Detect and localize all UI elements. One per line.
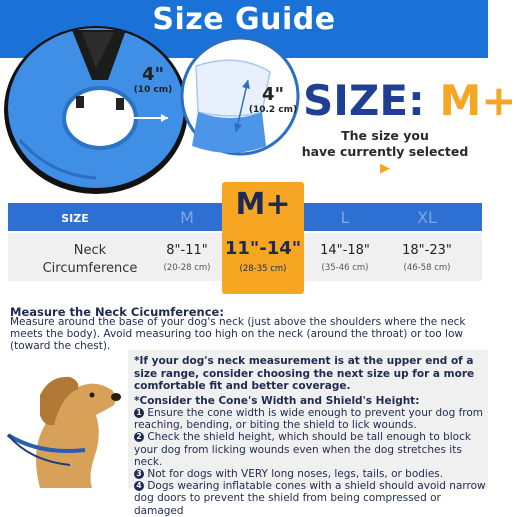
upper-range-note: *If your dog's neck measurement is at the upper end of a size range, consider choosing the next size up for a more comfortable fit and better coverage.	[134, 355, 475, 392]
size-mplus-cm: (28-35 cm)	[239, 264, 287, 274]
neck-circumference-label: Neck Circumference	[42, 243, 138, 276]
size-xl-header: XL	[417, 208, 437, 227]
list-item: 1 Ensure the cone width is wide enough to prevent your dog from reaching, bending, or biting the shield to lick wounds.	[134, 407, 484, 432]
size-m-header: M	[180, 208, 194, 227]
shield-height-label: 4" (10.2 cm)	[248, 84, 298, 115]
number-badge-icon: 4	[134, 481, 144, 491]
number-badge-icon: 3	[134, 469, 144, 479]
size-xl-inches: 18"-23"	[402, 243, 452, 258]
page-title: Size Guide	[152, 2, 336, 37]
list-item: 2 Check the shield height, which should be tall enough to block your dog from licking wounds even when the dog stretches its neck.	[134, 431, 471, 468]
size-mplus-header: M+	[235, 187, 291, 222]
size-l-cm: (35-46 cm)	[321, 263, 369, 273]
selected-size-heading: SIZE: M+	[303, 76, 516, 125]
inflatable-cone-image	[4, 26, 188, 194]
size-m-inches: 8"-11"	[166, 243, 208, 258]
size-l-header: L	[340, 208, 350, 227]
size-xl-cm: (46-58 cm)	[403, 263, 451, 273]
number-badge-icon: 2	[134, 432, 144, 442]
size-m-cm: (20-28 cm)	[163, 263, 211, 273]
cone-width-label: 4" (10 cm)	[133, 64, 173, 95]
tips-list	[134, 407, 486, 517]
list-item: 4 Dogs wearing inflatable cones with a shield should avoid narrow dog doors to prevent the shield from being compressed or damaged	[134, 480, 486, 517]
measure-title: Measure the Neck Cicumference:	[10, 305, 224, 319]
size-l-inches: 14"-18"	[320, 243, 370, 258]
dog-image	[0, 355, 130, 488]
selected-size-note: The size you have currently selected ▶	[301, 128, 469, 176]
measure-body: Measure around the base of your dog's neck (just above the shoulders where the neck meets the body). Avoid measuring too high on the neck (around the throat) or too low (toward the chest).	[10, 316, 466, 352]
consider-title: *Consider the Cone's Width and Shield's Height:	[134, 395, 420, 407]
size-column-header: SIZE	[61, 212, 89, 225]
list-item: 3 Not for dogs with VERY long noses, legs, tails, or bodies.	[134, 468, 486, 480]
number-badge-icon: 1	[134, 408, 144, 418]
size-mplus-inches: 11"-14"	[224, 238, 302, 259]
arrow-right-icon: ▶	[380, 161, 390, 176]
